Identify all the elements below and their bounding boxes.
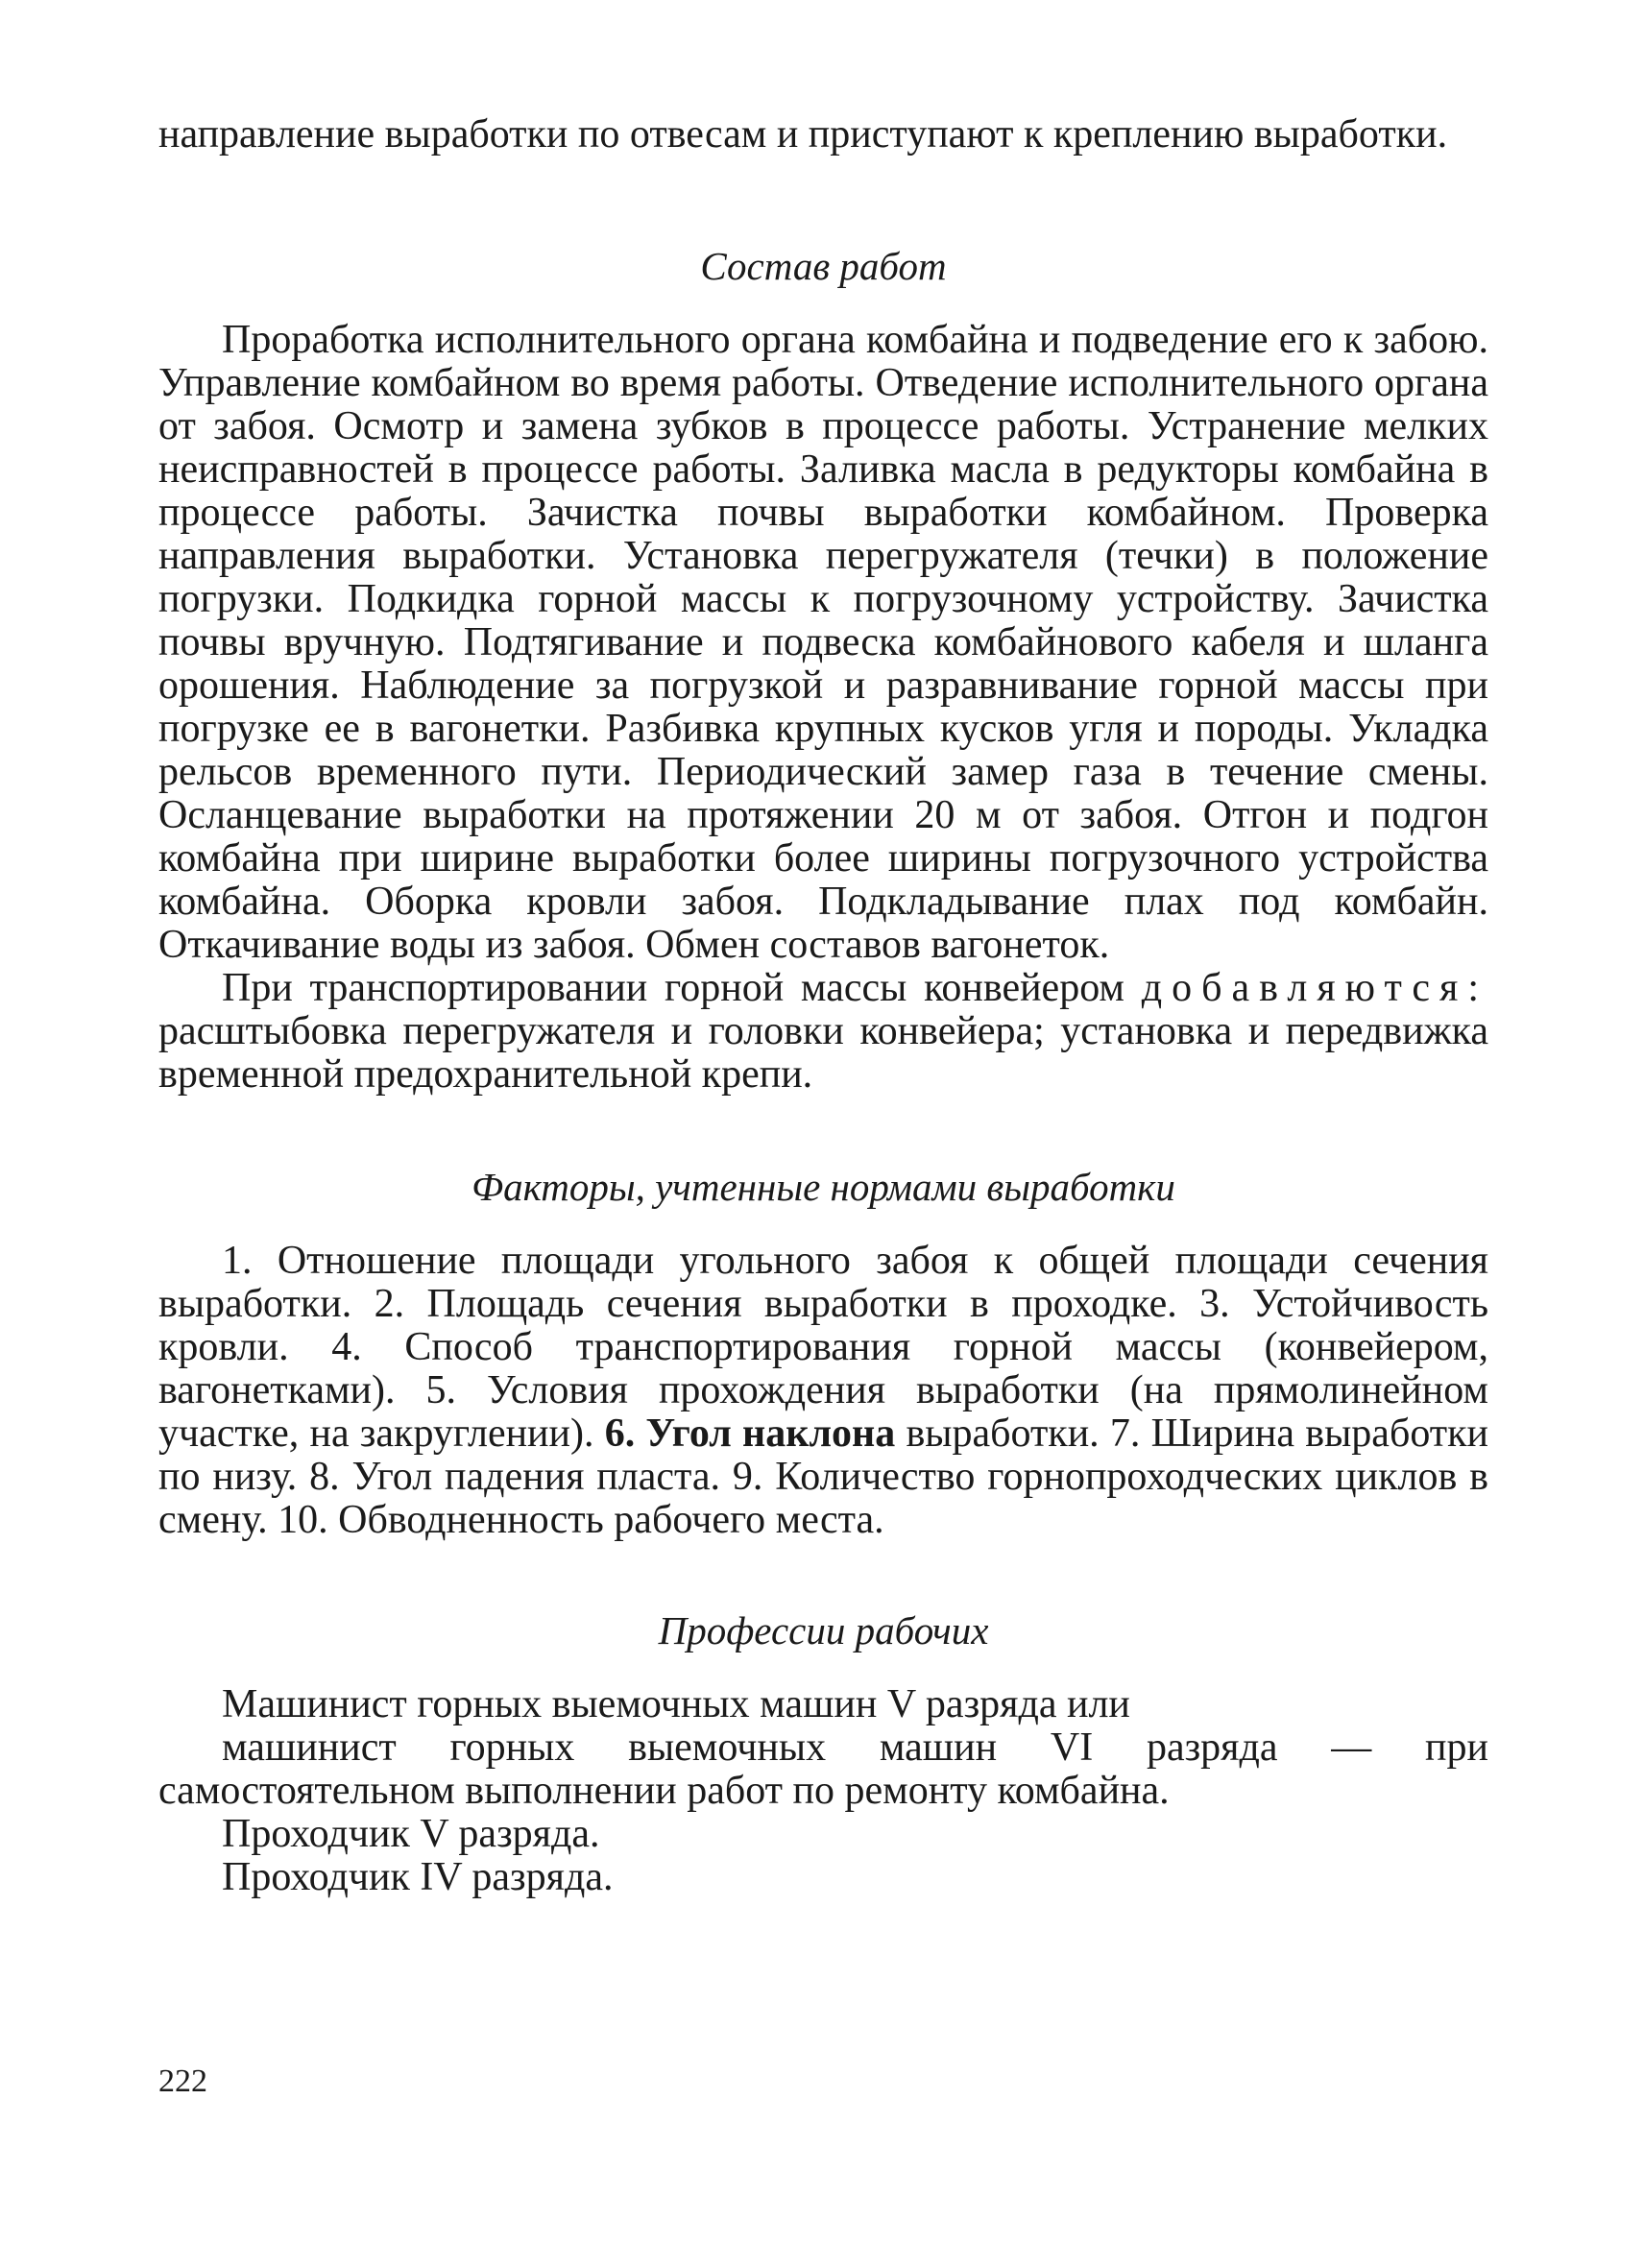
intro-paragraph: направление выработки по отвесам и приступают к креплению выработки. bbox=[158, 112, 1448, 157]
page-number: 222 bbox=[158, 2063, 207, 2099]
profession-line-4: Проходчик IV разряда. bbox=[222, 1855, 614, 1899]
profession-line-1: Машинист горных выемочных машин V разряда или bbox=[222, 1682, 1130, 1726]
factors-paragraph bbox=[158, 1240, 1488, 1542]
professions-heading: Профессии рабочих bbox=[658, 1608, 989, 1653]
factors-text-bold: 6. Угол наклона bbox=[604, 1411, 896, 1456]
composition-paragraph-2-end: расштыбовка перегружателя и головки конвейера; установка и передвижка временной предохранительной крепи. bbox=[158, 1009, 1488, 1097]
page-content bbox=[158, 113, 1488, 1899]
factors-text-start: 1. Отношение площади угольного забоя к общей площади сечения выработки. 2. Площадь сечения выработки в проходке. 3. Устойчивость кровли. 4. Способ транспортирования горной массы (конвейером, вагонетками). 5. Условия прохождения выработки (на прямолинейном участке, на закруглении). bbox=[158, 1239, 1488, 1456]
composition-paragraph-1: Проработка исполнительного органа комбайна и подведение его к забою. Управление комбайном во время работы. Отведение исполнительного органа от забоя. Осмотр и замена зубков в процессе работы. Устранение мелких неисправностей в процессе работы. Заливка масла в редукторы комбайна в процессе работы. Зачистка почвы выработки комбайном. Проверка направления выработки. Установка перегружателя (течки) в положение погрузки. Подкидка горной массы к погрузочному устройству. Зачистка почвы вручную. Подтягивание и подвеска комбайнового кабеля и шланга орошения. Наблюдение за погрузкой и разравнивание горной массы при погрузке ее в вагонетки. Разбивка крупных кусков угля и породы. Укладка рельсов временного пути. Периодический замер газа в течение смены. Осланцевание выработки на протяжении 20 м от забоя. Отгон и подгон комбайна при ширине выработки более ширины погрузочного устройства комбайна. Оборка кровли забоя. Подкладывание плах под комбайн. Откачивание воды из забоя. Обмен составов вагонеток. bbox=[158, 318, 1488, 967]
profession-line-2: машинист горных выемочных машин VI разряда — при самостоятельном выполнении работ по ремонту комбайна. bbox=[158, 1725, 1488, 1813]
professions-list bbox=[158, 1683, 1488, 1899]
composition-paragraph-2-spaced: добавляются: bbox=[1141, 966, 1488, 1010]
composition-heading: Состав работ bbox=[700, 244, 947, 288]
profession-line-3: Проходчик V разряда. bbox=[222, 1812, 600, 1856]
factors-text-end: выработки. 7. Ширина выработки по низу. 8. Угол падения пласта. 9. Количество горнопроходческих циклов в смену. 10. Обводненность рабочего места. bbox=[158, 1411, 1488, 1542]
composition-paragraph-2 bbox=[158, 967, 1488, 1097]
composition-paragraph-2-start: При транспортировании горной массы конвейером bbox=[222, 966, 1124, 1010]
factors-heading: Факторы, учтенные нормами выработки bbox=[471, 1165, 1175, 1209]
